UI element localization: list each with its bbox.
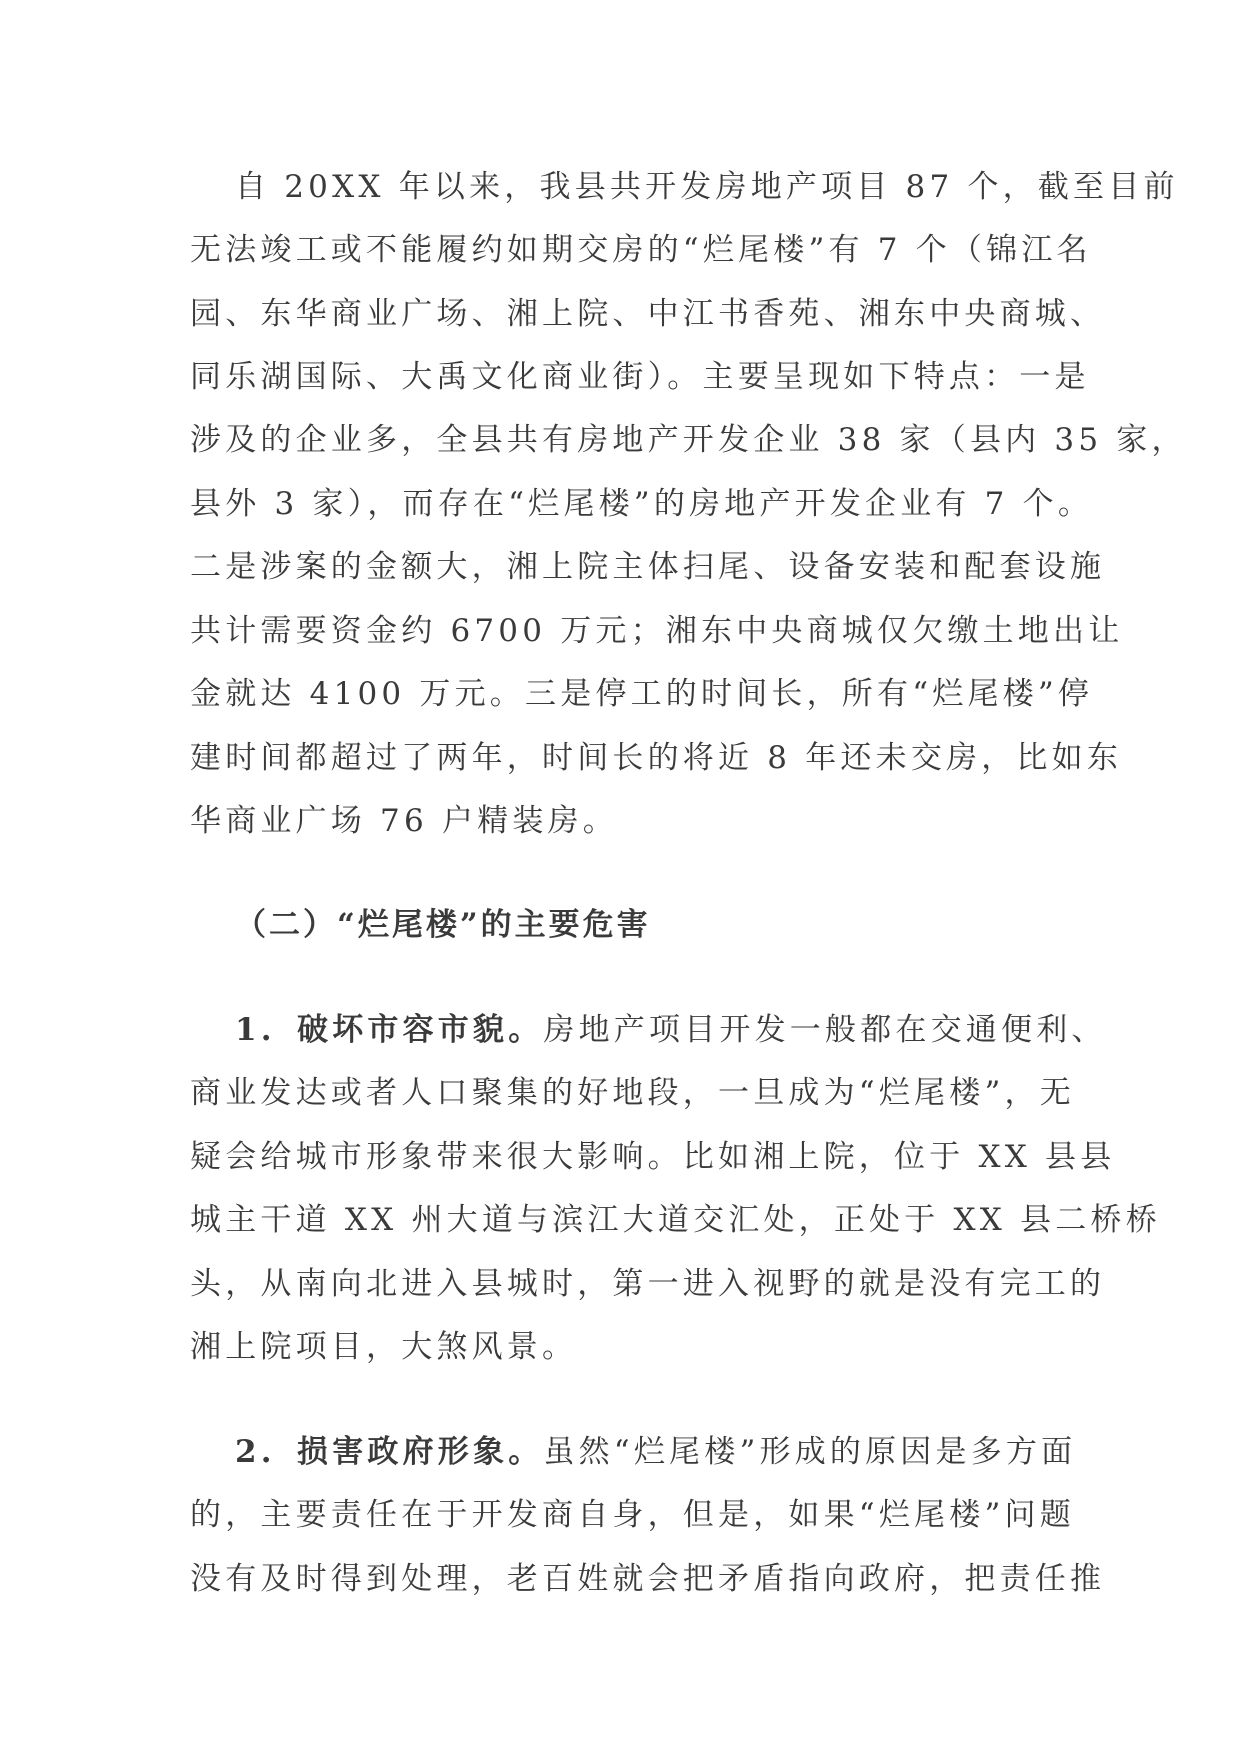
paragraph-line: 湘上院项目，大煞风景。 <box>190 1329 578 1365</box>
paragraph-line: 没有及时得到处理，老百姓就会把矛盾指向政府，把责任推 <box>190 1561 1106 1597</box>
list-item-text: 房地产项目开发一般都在交通便利、 <box>543 1012 1107 1048</box>
list-item-text: 虽然“烂尾楼”形成的原因是多方面 <box>543 1434 1077 1470</box>
paragraph-line: 商业发达或者人口聚集的好地段，一旦成为“烂尾楼”，无 <box>190 1075 1075 1111</box>
paragraph-line: 无法竣工或不能履约如期交房的“烂尾楼”有 7 个（锦江名 <box>190 232 1092 268</box>
paragraph-line: 城主干道 XX 州大道与滨江大道交汇处，正处于 XX 县二桥桥 <box>190 1202 1161 1238</box>
paragraph-line: 自 20XX 年以来，我县共开发房地产项目 87 个，截至目前 <box>235 169 1179 205</box>
list-item-first-line <box>235 1432 1076 1472</box>
paragraph-line: 华商业广场 76 户精装房。 <box>190 803 618 839</box>
list-item-lead: 破坏市容市貌。 <box>297 1012 544 1048</box>
list-item-number: 1. <box>235 1012 276 1048</box>
list-item-lead: 损害政府形象。 <box>297 1434 544 1470</box>
paragraph-line: 的，主要责任在于开发商自身，但是，如果“烂尾楼”问题 <box>190 1497 1075 1533</box>
list-item-number: 2. <box>235 1434 276 1470</box>
paragraph-line: 共计需要资金约 6700 万元；湘东中央商城仅欠缴土地出让 <box>190 613 1124 649</box>
paragraph-line: 二是涉案的金额大，湘上院主体扫尾、设备安装和配套设施 <box>190 549 1106 585</box>
paragraph-line: 同乐湖国际、大禹文化商业街）。主要呈现如下特点：一是 <box>190 359 1090 395</box>
paragraph-line: 金就达 4100 万元。三是停工的时间长，所有“烂尾楼”停 <box>190 676 1094 712</box>
paragraph-line: 建时间都超过了两年，时间长的将近 8 年还未交房，比如东 <box>190 740 1123 776</box>
paragraph-line: 头，从南向北进入县城时，第一进入视野的就是没有完工的 <box>190 1266 1106 1302</box>
paragraph-line: 涉及的企业多，全县共有房地产开发企业 38 家（县内 35 家， <box>190 422 1187 458</box>
paragraph-line: 疑会给城市形象带来很大影响。比如湘上院，位于 XX 县县 <box>190 1139 1116 1175</box>
paragraph-line: 园、东华商业广场、湘上院、中江书香苑、湘东中央商城、 <box>190 296 1106 332</box>
paragraph-line: 县外 3 家），而存在“烂尾楼”的房地产开发企业有 7 个。 <box>190 486 1094 522</box>
list-item-first-line <box>235 1010 1107 1050</box>
section-heading: （二）“烂尾楼”的主要危害 <box>235 907 651 943</box>
